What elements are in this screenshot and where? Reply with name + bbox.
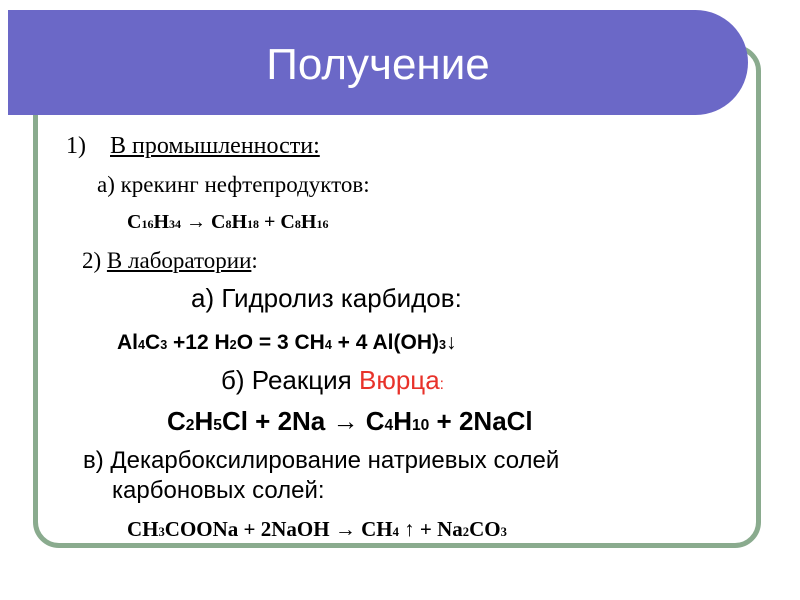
wurtz-item xyxy=(221,365,444,396)
formula-text: H xyxy=(300,211,317,233)
cracking-item: а) крекинг нефтепродуктов: xyxy=(97,172,370,197)
formula-text: Al xyxy=(117,331,138,354)
hydrolysis-equation xyxy=(117,331,457,355)
hydrolysis-item: а) Гидролиз карбидов: xyxy=(191,283,462,313)
slide-title: Получение xyxy=(266,40,490,89)
wurtz-equation xyxy=(167,406,533,437)
formula-index: 4 xyxy=(324,338,332,352)
formula-text: C xyxy=(167,406,186,436)
formula-index: 3 xyxy=(158,525,165,539)
formula-text: H xyxy=(153,211,170,233)
formula-text: + 2NaCl xyxy=(429,406,533,436)
formula-text: → C xyxy=(181,211,226,233)
formula-index: 2 xyxy=(185,417,195,434)
lab-colon: : xyxy=(251,248,258,273)
wurtz-name: Вюрца xyxy=(359,365,440,395)
lab-heading: В лаборатории xyxy=(106,248,252,273)
formula-text: O = 3 CH xyxy=(236,331,325,354)
wurtz-colon: : xyxy=(439,376,444,393)
formula-index: 3 xyxy=(438,338,446,352)
industry-number: 1) xyxy=(66,133,86,159)
formula-text: C xyxy=(127,211,142,233)
formula-text: COONa + 2NaOH → CH xyxy=(164,517,393,541)
formula-index: 4 xyxy=(138,338,146,352)
formula-index: 3 xyxy=(160,338,168,352)
cracking-equation xyxy=(127,211,328,234)
formula-text: H xyxy=(231,211,248,233)
wurtz-prefix: б) Реакция xyxy=(221,365,359,395)
formula-index: 10 xyxy=(411,417,430,434)
formula-text: ↓ xyxy=(446,331,457,354)
formula-text: + 4 Al(OH) xyxy=(331,331,439,354)
formula-text: + C xyxy=(259,211,295,233)
lab-item xyxy=(82,248,258,274)
decarboxylation-line1: в) Декарбоксилирование натриевых солей xyxy=(83,447,560,474)
formula-text: Cl + 2Na → C xyxy=(221,406,385,436)
formula-text: +12 H xyxy=(167,331,230,354)
decarboxylation-equation xyxy=(127,517,507,542)
lab-number: 2) xyxy=(82,248,107,273)
formula-text: CO xyxy=(469,517,501,541)
formula-text: CH xyxy=(127,517,159,541)
formula-index: 8 xyxy=(294,217,301,231)
formula-text: C xyxy=(145,331,161,354)
formula-index: 34 xyxy=(169,217,182,231)
formula-index: 3 xyxy=(500,525,507,539)
formula-index: 16 xyxy=(316,217,329,231)
formula-text: H xyxy=(393,406,412,436)
formula-index: 4 xyxy=(392,525,399,539)
formula-index: 2 xyxy=(462,525,470,539)
formula-text: H xyxy=(194,406,214,436)
formula-index: 4 xyxy=(384,417,394,434)
formula-text: ↑ + Na xyxy=(398,517,463,541)
formula-index: 18 xyxy=(247,217,260,231)
industry-heading: В промышленности: xyxy=(110,133,320,159)
title-underline xyxy=(48,117,718,121)
title-bar xyxy=(8,10,748,115)
formula-index: 5 xyxy=(213,417,222,434)
industry-item xyxy=(66,133,320,160)
decarboxylation-line2: карбоновых солей: xyxy=(112,477,325,504)
formula-index: 16 xyxy=(141,217,154,231)
formula-index: 2 xyxy=(229,338,237,352)
formula-index: 8 xyxy=(225,217,232,231)
